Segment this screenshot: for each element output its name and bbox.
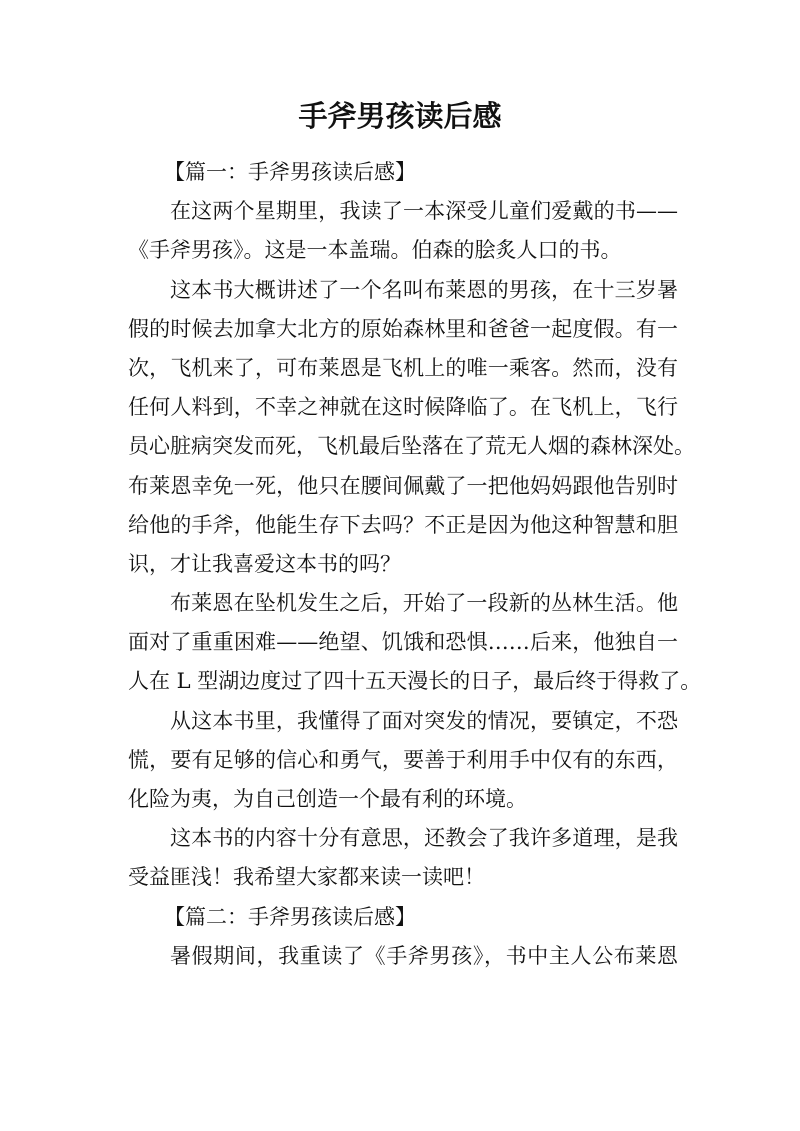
paragraph-line: 从这本书里，我懂得了面对突发的情况，要镇定，不恐 [170, 708, 678, 733]
paragraph-line: 假的时候去加拿大北方的原始森林里和爸爸一起度假。有一 [128, 316, 678, 341]
document-title: 手斧男孩读后感 [298, 99, 502, 133]
paragraph-line: 员心脏病突发而死，飞机最后坠落在了荒无人烟的森林深处。 [128, 434, 695, 459]
paragraph-line: 任何人料到，不幸之神就在这时候降临了。在飞机上，飞行 [128, 395, 678, 420]
paragraph-line: 给他的手斧，他能生存下去吗？不正是因为他这种智慧和胆 [128, 512, 678, 537]
paragraph-line: 慌，要有足够的信心和勇气，要善于利用手中仅有的东西， [128, 747, 678, 772]
paragraph-line: 布莱恩幸免一死，他只在腰间佩戴了一把他妈妈跟他告别时 [128, 473, 678, 498]
paragraph-line: 暑假期间，我重读了《手斧男孩》，书中主人公布莱恩 [170, 943, 678, 968]
paragraph-line: 化险为夷，为自己创造一个最有利的环境。 [128, 787, 527, 811]
document-body [128, 153, 702, 976]
paragraph-line: 这本书的内容十分有意思，还教会了我许多道理，是我 [170, 826, 678, 851]
section-heading-2: 【篇二：手斧男孩读后感】 [164, 904, 416, 929]
paragraph-line: 人在 L 型湖边度过了四十五天漫长的日子，最后终于得救了。 [128, 669, 702, 694]
paragraph-line: 布莱恩在坠机发生之后，开始了一段新的丛林生活。他 [170, 591, 678, 616]
paragraph-line: 次，飞机来了，可布莱恩是飞机上的唯一乘客。然而，没有 [128, 355, 678, 380]
section-heading-1: 【篇一：手斧男孩读后感】 [164, 160, 416, 184]
paragraph-line: 识，才让我喜爱这本书的吗？ [128, 551, 401, 576]
paragraph-line: 受益匪浅！我希望大家都来读一读吧！ [128, 865, 485, 890]
paragraph-line: 面对了重重困难——绝望、饥饿和恐惧……后来，他独自一 [128, 630, 678, 655]
paragraph-line: 在这两个星期里，我读了一本深受儿童们爱戴的书—— [170, 199, 678, 224]
paragraph-line: 这本书大概讲述了一个名叫布莱恩的男孩，在十三岁暑 [170, 277, 678, 302]
paragraph-line: 《手斧男孩》。这是一本盖瑞。伯森的脍炙人口的书。 [128, 238, 622, 263]
